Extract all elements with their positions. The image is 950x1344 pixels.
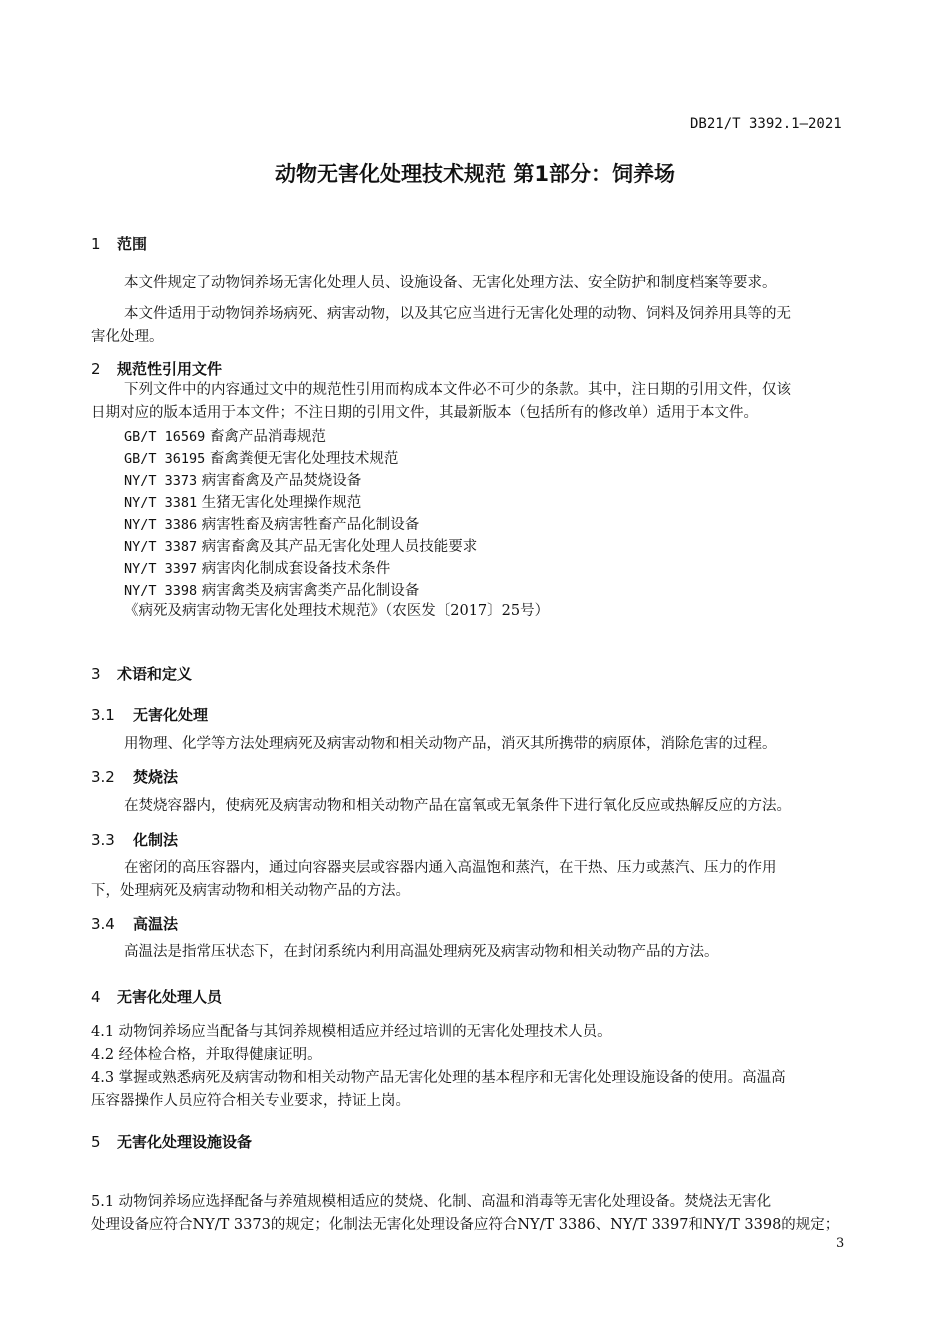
subsection-title: 焚烧法 (133, 768, 179, 786)
clause-4-3: 4.3 掌握或熟悉病死及病害动物和相关动物产品无害化处理的基本程序和无害化处理设施设备的使用。高温高 (91, 1070, 786, 1086)
subsection-number: 3.2 (91, 768, 115, 786)
reference-code: NY/T 3373 (124, 473, 198, 489)
definition-text-continuation: 下，处理病死及病害动物和相关动物产品的方法。 (91, 883, 410, 899)
document-number: DB21/T 3392.1—2021 (690, 116, 842, 132)
reference-item (124, 469, 361, 490)
reference-item (124, 579, 419, 600)
reference-item (124, 491, 361, 512)
subsection-number: 3.3 (91, 831, 115, 849)
clause-5-1-continuation: 处理设备应符合NY/T 3373的规定；化制法无害化处理设备应符合NY/T 3386、NY/T 3397和NY/T 3398的规定； (91, 1217, 840, 1233)
section-3-heading (91, 663, 192, 684)
clause-4-1: 4.1 动物饲养场应当配备与其饲养规模相适应并经过培训的无害化处理技术人员。 (91, 1024, 612, 1040)
section-1-heading (91, 233, 147, 254)
document-title: 动物无害化处理技术规范 第1部分：饲养场 (275, 162, 675, 186)
section-4-heading (91, 986, 222, 1007)
section-number: 3 (91, 665, 101, 683)
reference-name: 病害畜禽及其产品无害化处理人员技能要求 (201, 539, 478, 555)
section-number: 5 (91, 1133, 101, 1151)
reference-item (124, 513, 419, 534)
reference-code: NY/T 3398 (124, 583, 198, 599)
section-number: 4 (91, 988, 101, 1006)
reference-code: NY/T 3397 (124, 561, 198, 577)
section-number: 1 (91, 235, 101, 253)
definition-text: 在密闭的高压容器内，通过向容器夹层或容器内通入高温饱和蒸汽，在干热、压力或蒸汽、压力的作用 (124, 860, 777, 876)
section-title: 无害化处理设施设备 (117, 1133, 253, 1151)
reference-code: NY/T 3386 (124, 517, 198, 533)
reference-name: 畜禽产品消毒规范 (209, 429, 326, 445)
definition-text: 用物理、化学等方法处理病死及病害动物和相关动物产品，消灭其所携带的病原体，消除危害的过程。 (124, 736, 777, 752)
paragraph: 下列文件中的内容通过文中的规范性引用而构成本文件必不可少的条款。其中，注日期的引用文件，仅该 (124, 382, 791, 398)
clause-4-2: 4.2 经体检合格，并取得健康证明。 (91, 1047, 322, 1063)
section-title: 规范性引用文件 (117, 360, 223, 378)
subsection-3-3-heading (91, 829, 178, 850)
subsection-number: 3.4 (91, 915, 115, 933)
reference-code: NY/T 3387 (124, 539, 198, 555)
reference-item (124, 447, 398, 468)
reference-name: 病害牲畜及病害牲畜产品化制设备 (201, 517, 420, 533)
section-2-heading (91, 358, 222, 379)
reference-code: GB/T 16569 (124, 429, 206, 445)
section-number: 2 (91, 360, 101, 378)
definition-text: 在焚烧容器内，使病死及病害动物和相关动物产品在富氧或无氧条件下进行氧化反应或热解反应的方法。 (124, 798, 791, 814)
subsection-title: 无害化处理 (133, 706, 209, 724)
subsection-3-4-heading (91, 913, 178, 934)
paragraph: 本文件适用于动物饲养场病死、病害动物，以及其它应当进行无害化处理的动物、饲料及饲养用具等的无 (124, 306, 791, 322)
clause-4-3-continuation: 压容器操作人员应符合相关专业要求，持证上岗。 (91, 1093, 410, 1109)
reference-code: GB/T 36195 (124, 451, 206, 467)
reference-name: 病害肉化制成套设备技术条件 (201, 561, 391, 577)
subsection-3-1-heading (91, 704, 208, 725)
reference-name: 生猪无害化处理操作规范 (201, 495, 362, 511)
subsection-number: 3.1 (91, 706, 115, 724)
section-title: 范围 (117, 235, 148, 253)
reference-item (124, 557, 390, 578)
reference-code: NY/T 3381 (124, 495, 198, 511)
reference-item (124, 425, 326, 446)
reference-item: 《病死及病害动物无害化处理技术规范》（农医发〔2017〕25号） (124, 603, 550, 619)
subsection-title: 化制法 (133, 831, 179, 849)
reference-name: 畜禽粪便无害化处理技术规范 (209, 451, 399, 467)
page-number: 3 (836, 1236, 845, 1251)
section-title: 术语和定义 (117, 665, 193, 683)
definition-text: 高温法是指常压状态下，在封闭系统内利用高温处理病死及病害动物和相关动物产品的方法。 (124, 944, 719, 960)
reference-item (124, 535, 477, 556)
reference-name: 病害畜禽及产品焚烧设备 (201, 473, 362, 489)
reference-name: 病害禽类及病害禽类产品化制设备 (201, 583, 420, 599)
section-5-heading (91, 1131, 252, 1152)
section-title: 无害化处理人员 (117, 988, 223, 1006)
clause-5-1: 5.1 动物饲养场应选择配备与养殖规模相适应的焚烧、化制、高温和消毒等无害化处理设备。焚烧法无害化 (91, 1194, 772, 1210)
paragraph: 本文件规定了动物饲养场无害化处理人员、设施设备、无害化处理方法、安全防护和制度档案等要求。 (124, 275, 777, 291)
paragraph-continuation: 害化处理。 (91, 329, 164, 345)
subsection-title: 高温法 (133, 915, 179, 933)
subsection-3-2-heading (91, 766, 178, 787)
paragraph-continuation: 日期对应的版本适用于本文件；不注日期的引用文件，其最新版本（包括所有的修改单）适用于本文件。 (91, 405, 758, 421)
